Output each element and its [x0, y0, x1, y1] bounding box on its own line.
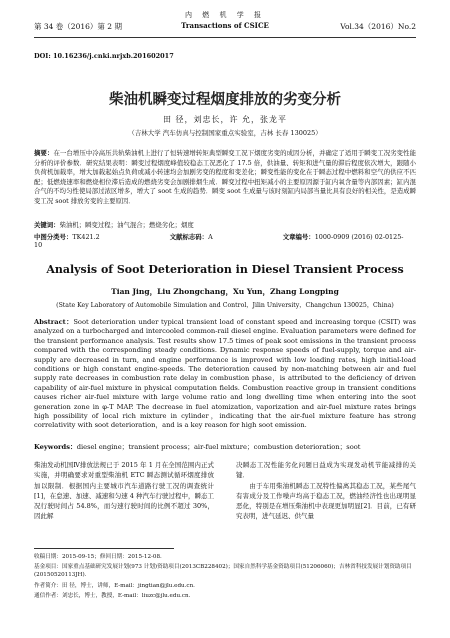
abstract-cn-label: 摘要： — [34, 149, 54, 157]
keywords-cn — [34, 220, 416, 229]
volume-issue-cn: 第 34 卷（2016）第 2 期 — [34, 22, 122, 31]
abstract-cn-text: 在一台增压中冷高压共轨柴油机上进行了恒转速增转矩典型瞬变工况下烟度劣变的成因分析，并确定了适用于瞬变工况劣变性能分析的评价参数．研究结果表明：瞬变过程烟度峰值较稳态工况恶化了 17.5 倍，供油量、转矩和进气量的滞后程度依次增大，跟随小负荷机加载率，增大加载起始点负荷或减小转速均会加剧劣变的程度和变差化；瞬变性能的变化在于瞬态过程中燃料和空气的供应不匹配；低燃烧速率和燃烧相位滞后造成的燃烧劣变会加剧排烟生成．瞬变过程中扭矩减小的主要原因源于缸内氧含量等内部因素；缸内混合气的不均匀性使局部过浓区增多，增大了 soot 生成的趋势．瞬变 soot 生成量与该时刻缸内局部当量比具有良好的相关性，是造成瞬变工况 soot 排放劣变的主要原因． — [34, 149, 417, 205]
doc-code — [170, 233, 247, 241]
abstract-en — [34, 318, 416, 431]
running-header — [34, 9, 416, 38]
footnote-received: 收稿日期：2015-09-15；修回日期：2015-12-08. — [34, 554, 162, 560]
keywords-en-label: Keywords： — [34, 443, 77, 451]
clc-label: 中图分类号： — [34, 233, 73, 241]
doc-code-label: 文献标志码： — [169, 233, 209, 241]
affiliation-en: (State Key Laboratory of Automobile Simulation and Control，Jilin University，Changchun 130025，China) — [56, 302, 394, 309]
article-no-value: 1000-0909 (2016) 02-0125-10 — [34, 233, 404, 249]
title-cn: 柴油机瞬变过程烟度排放的劣变分析 — [109, 92, 341, 108]
abstract-cn — [34, 149, 416, 207]
title-en: Analysis of Soot Deterioration in Diesel Transient Process — [46, 263, 404, 276]
keywords-en — [34, 441, 416, 451]
keywords-cn-text: 柴油机；瞬变过程；油气混合；燃烧劣化；烟度 — [59, 221, 194, 229]
footnote-author: 作者简介：田 径，博士，讲师，E-mail：jingtian@jlu.edu.cn. — [34, 583, 195, 589]
footnote-divider — [34, 548, 174, 549]
keywords-en-text: diesel engine；transient process；air-fuel mixture；combustion deterioration；soot — [76, 443, 361, 451]
journal-name-cn: 内 燃 机 学 报 — [185, 11, 265, 19]
doc-code-value: A — [208, 233, 213, 241]
abstract-en-label: Abstract： — [34, 318, 74, 326]
volume-issue-en: Vol.34（2016）No.2 — [340, 22, 416, 31]
clc-value: TK421.2 — [72, 233, 100, 241]
journal-name-en: Transactions of CSICE — [181, 21, 269, 30]
body-column-left: 柴油发动机国Ⅳ排放法规已于 2015 年 1 月在全国范围内正式实施，并明确要求对重型柴油机 ETC 瞬态测试循环烟度排放加以限制．根据国内主要城市汽车道路行驶工况的调查统计[1]，在怠速、加速、减速和匀速 4 种汽车行驶过程中，瞬态工况行驶时间占 54.8%，而匀速行驶时间的比例不超过 30%，因此解 — [34, 461, 214, 521]
affiliation-cn: （吉林大学 汽车仿真与控制国家重点实验室，吉林 长春 130025） — [128, 129, 322, 137]
clc — [34, 233, 134, 241]
article-no-label: 文章编号： — [282, 233, 315, 241]
abstract-en-text: Soot deterioration under typical transient load of constant speed and increasing torque (CSIT) was analyzed on a turbocharged and intercooled common-rail diesel engine. Evaluation parameters were defined for the transient performance analysis. Test results show 17.5 times of peak soot emissions in the transient process compared with the corresponding steady conditions. Dynamic response speeds of fuel-supply, torque and air-supply are decreased in turn, and engine performance is improved with low loading rates, high initial-load conditions or high constant engine-speeds. The deterioration caused by non-matching between air and fuel supply rate decreases in combustion rate delay in combustion phase，is attributed to the deficiency of driven capability of air-fuel mixture in physical computation fields. Combustion reactive group in transient conditions causes richer air-fuel mixture with large volume ratio and long dwelling time when entering into the soot generation zone in φ-T MAP. The decrease in fuel atomization, vaporization and air-fuel mixture rates brings high possibility of local rich mixture in cylinder，indicating that the air-fuel mixture feature has strong correlativity with soot deterioration，and is a key reason for high soot emission. — [34, 318, 416, 430]
keywords-cn-label: 关键词： — [34, 221, 60, 229]
doi: DOI: 10.16236/j.cnki.nrjxb.201602017 — [34, 52, 174, 60]
classification-line — [34, 232, 416, 249]
footnote-corresponding: 通信作者：刘忠长，博士，教授，E-mail：liuzc@jlu.edu.cn. — [34, 593, 191, 599]
footnote-funding: 基金项目：国家重点基础研究发展计划(973 计划)资助项目(2013CB228402)；国家自然科学基金资助项目(51206060)；吉林省科技发展计划资助项目(20150520113JH)． — [34, 564, 412, 578]
authors-en: Tian Jing，Liu Zhongchang，Xu Yun，Zhang Longping — [111, 287, 339, 296]
body-column-right: 决瞬态工况性能劣化问题日益成为实现发动机节能减排的关键． 由于车用柴油机瞬态工况特性偏离其稳态工况，某些尾气有害成分及工作噪声均高于稳态工况，燃油经济性也出现明显恶化，特别是在增压柴油机中表现更加明显[2]．目前，已有研究表明，进气延迟、供气量 — [236, 461, 416, 521]
authors-cn: 田 径，刘忠长，许 允，张龙平 — [162, 115, 288, 124]
